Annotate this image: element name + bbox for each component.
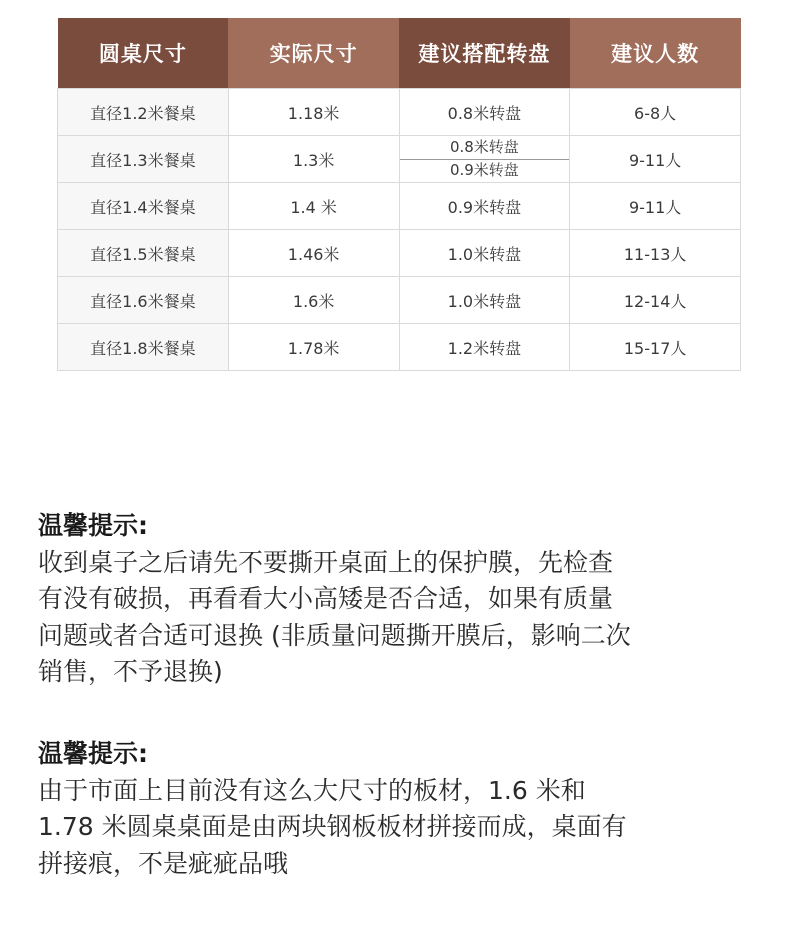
- cell-turntable: 1.2米转盘: [399, 324, 570, 371]
- cell-actual-size: 1.78米: [228, 324, 399, 371]
- tip-title: 温馨提示:: [38, 511, 148, 540]
- table-header-row: [58, 18, 741, 89]
- cell-actual-size: 1.3米: [228, 136, 399, 183]
- tip-line: 问题或者合适可退换 (非质量问题撕开膜后，影响二次: [38, 620, 631, 650]
- cell-people: 11-13人: [570, 230, 741, 277]
- cell-turntable: 1.0米转盘: [399, 230, 570, 277]
- tip-line: 拼接痕，不是疵疵品哦: [38, 848, 289, 878]
- size-table: [57, 18, 741, 371]
- cell-actual-size: 1.4 米: [228, 183, 399, 230]
- cell-actual-size: 1.18米: [228, 89, 399, 136]
- tip-line: 由于市面上目前没有这么大尺寸的板材，1.6 米和: [38, 775, 586, 805]
- table-row: [58, 277, 741, 324]
- cell-people: 6-8人: [570, 89, 741, 136]
- cell-people: 9-11人: [570, 183, 741, 230]
- cell-actual-size: 1.46米: [228, 230, 399, 277]
- cell-table-size: 直径1.8米餐桌: [58, 324, 229, 371]
- cell-people: 15-17人: [570, 324, 741, 371]
- table-row: [58, 136, 741, 183]
- tip-block-spliced-top: [38, 736, 768, 882]
- cell-table-size: 直径1.6米餐桌: [58, 277, 229, 324]
- tip-line: 1.78 米圆桌桌面是由两块钢板板材拼接而成，桌面有: [38, 812, 627, 841]
- cell-turntable-split: [399, 136, 570, 183]
- header-table-size: 圆桌尺寸: [58, 18, 229, 89]
- header-actual-size: 实际尺寸: [228, 18, 399, 89]
- cell-turntable: 0.8米转盘: [399, 89, 570, 136]
- cell-people: 9-11人: [570, 136, 741, 183]
- cell-actual-size: 1.6米: [228, 277, 399, 324]
- cell-turntable: 1.0米转盘: [399, 277, 570, 324]
- cell-table-size: 直径1.2米餐桌: [58, 89, 229, 136]
- cell-table-size: 直径1.4米餐桌: [58, 183, 229, 230]
- cell-table-size: 直径1.5米餐桌: [58, 230, 229, 277]
- turntable-option: 0.9米转盘: [400, 159, 570, 183]
- tip-line: 销售，不予退换): [38, 657, 223, 686]
- table-row: [58, 89, 741, 136]
- cell-table-size: 直径1.3米餐桌: [58, 136, 229, 183]
- tip-line: 有没有破损，再看看大小高矮是否合适，如果有质量: [38, 584, 614, 613]
- tip-block-protective-film: [38, 508, 768, 691]
- tip-title: 温馨提示:: [38, 739, 148, 768]
- table-row: [58, 230, 741, 277]
- table-row: [58, 324, 741, 371]
- header-turntable: 建议搭配转盘: [399, 18, 570, 89]
- tip-line: 收到桌子之后请先不要撕开桌面上的保护膜，先检查: [38, 547, 614, 577]
- turntable-options: [400, 136, 570, 182]
- cell-people: 12-14人: [570, 277, 741, 324]
- cell-turntable: 0.9米转盘: [399, 183, 570, 230]
- turntable-option: 0.8米转盘: [449, 137, 519, 156]
- header-people: 建议人数: [570, 18, 741, 89]
- table-row: [58, 183, 741, 230]
